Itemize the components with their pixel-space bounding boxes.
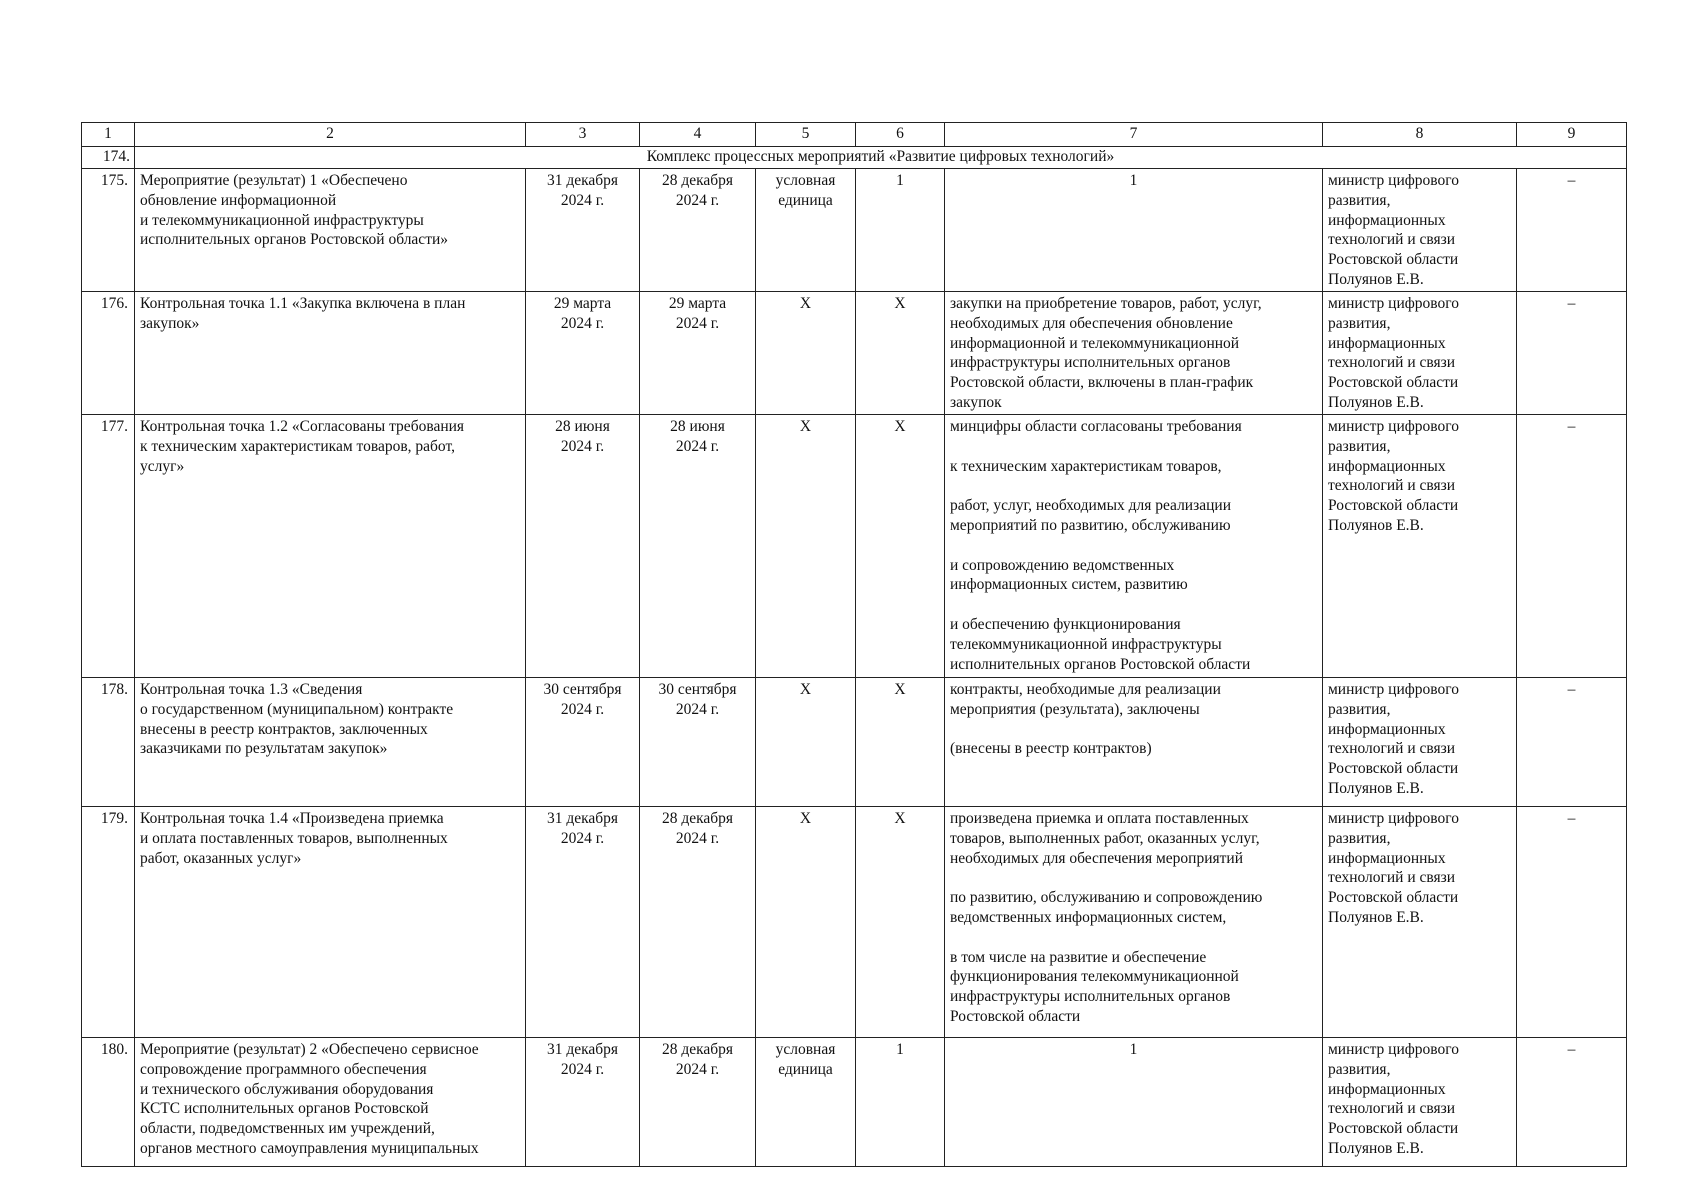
note-cell: –: [1517, 678, 1627, 807]
activity-name: Контрольная точка 1.1 «Закупка включена в план закупок»: [135, 292, 526, 415]
target-value: Х: [856, 678, 945, 807]
result-paragraph: 1: [1129, 1041, 1138, 1058]
table-row: [82, 292, 1627, 415]
column-number-cell: 1: [82, 123, 135, 147]
table-row: [82, 415, 1627, 678]
column-number-cell: 7: [945, 123, 1323, 147]
start-date: 30 сентября 2024 г.: [526, 678, 640, 807]
row-number: 174.: [82, 147, 135, 169]
start-date: 31 декабря 2024 г.: [526, 1038, 640, 1167]
column-number-cell: 4: [640, 123, 756, 147]
table-row: [82, 807, 1627, 1038]
row-number: 179.: [82, 807, 135, 1038]
unit-of-measure: условная единица: [756, 1038, 856, 1167]
result-description: [945, 678, 1323, 807]
result-description: [945, 415, 1323, 678]
end-date: 28 декабря 2024 г.: [640, 1038, 756, 1167]
target-value: 1: [856, 1038, 945, 1167]
end-date: 29 марта 2024 г.: [640, 292, 756, 415]
result-description: [945, 292, 1323, 415]
table-row: [82, 1038, 1627, 1167]
column-number-cell: 3: [526, 123, 640, 147]
result-paragraph: в том числе на развитие и обеспечение функционирования телекоммуникационной инфраструктуры исполнительных органов Ростовской области: [950, 948, 1239, 1025]
responsible-person: министр цифрового развития, информационных технологий и связи Ростовской области Полуянов Е.В.: [1323, 415, 1517, 678]
note-cell: –: [1517, 415, 1627, 678]
responsible-person: министр цифрового развития, информационных технологий и связи Ростовской области Полуянов Е.В.: [1323, 1038, 1517, 1167]
target-value: Х: [856, 807, 945, 1038]
result-paragraph: (внесены в реестр контрактов): [950, 740, 1152, 758]
responsible-person: министр цифрового развития, информационных технологий и связи Ростовской области Полуянов Е.В.: [1323, 678, 1517, 807]
row-number: 180.: [82, 1038, 135, 1167]
start-date: 29 марта 2024 г.: [526, 292, 640, 415]
end-date: 28 декабря 2024 г.: [640, 807, 756, 1038]
result-paragraph: минцифры области согласованы требования: [950, 418, 1242, 435]
column-number-cell: 5: [756, 123, 856, 147]
result-paragraph: контракты, необходимые для реализации мероприятия (результата), заключены: [950, 681, 1221, 718]
unit-of-measure: Х: [756, 807, 856, 1038]
target-value: Х: [856, 292, 945, 415]
unit-of-measure: Х: [756, 415, 856, 678]
result-paragraph: и обеспечению функционирования телекоммуникационной инфраструктуры исполнительных органов Ростовской области: [950, 615, 1251, 673]
start-date: 28 июня 2024 г.: [526, 415, 640, 678]
responsible-person: министр цифрового развития, информационных технологий и связи Ростовской области Полуянов Е.В.: [1323, 169, 1517, 292]
document-page: [81, 122, 1626, 1167]
table-row: [82, 678, 1627, 807]
result-description: [945, 807, 1323, 1038]
activity-name: Контрольная точка 1.3 «Сведения о государственном (муниципальном) контракте внесены в реестр контрактов, заключенных заказчиками по результатам закупок»: [135, 678, 526, 807]
result-paragraph: по развитию, обслуживанию и сопровождению ведомственных информационных систем,: [950, 889, 1263, 926]
activities-table: [81, 122, 1627, 1167]
result-paragraph: и сопровождению ведомственных информационных систем, развитию: [950, 556, 1188, 594]
end-date: 28 декабря 2024 г.: [640, 169, 756, 292]
section-row: [82, 147, 1627, 169]
row-number: 177.: [82, 415, 135, 678]
result-paragraph: закупки на приобретение товаров, работ, услуг, необходимых для обеспечения обновление информационной и телекоммуникационной инфраструктуры исполнительных органов Ростовской области, включены в план-график закупок: [950, 295, 1262, 411]
unit-of-measure: условная единица: [756, 169, 856, 292]
note-cell: –: [1517, 169, 1627, 292]
note-cell: –: [1517, 1038, 1627, 1167]
column-number-header-row: [82, 123, 1627, 147]
unit-of-measure: Х: [756, 678, 856, 807]
column-number-cell: 9: [1517, 123, 1627, 147]
start-date: 31 декабря 2024 г.: [526, 169, 640, 292]
row-number: 178.: [82, 678, 135, 807]
target-value: 1: [856, 169, 945, 292]
row-number: 176.: [82, 292, 135, 415]
result-description: [945, 169, 1323, 292]
column-number-cell: 2: [135, 123, 526, 147]
note-cell: –: [1517, 292, 1627, 415]
start-date: 31 декабря 2024 г.: [526, 807, 640, 1038]
end-date: 28 июня 2024 г.: [640, 415, 756, 678]
section-title: Комплекс процессных мероприятий «Развитие цифровых технологий»: [135, 147, 1627, 169]
column-number-cell: 6: [856, 123, 945, 147]
activity-name: Контрольная точка 1.4 «Произведена приемка и оплата поставленных товаров, выполненных работ, оказанных услуг»: [135, 807, 526, 1038]
result-paragraph: произведена приемка и оплата поставленных товаров, выполненных работ, оказанных услуг, необходимых для обеспечения мероприятий: [950, 810, 1260, 867]
responsible-person: министр цифрового развития, информационных технологий и связи Ростовской области Полуянов Е.В.: [1323, 807, 1517, 1038]
responsible-person: министр цифрового развития, информационных технологий и связи Ростовской области Полуянов Е.В.: [1323, 292, 1517, 415]
result-paragraph: 1: [1129, 172, 1138, 189]
activity-name: Контрольная точка 1.2 «Согласованы требования к техническим характеристикам товаров, работ, услуг»: [135, 415, 526, 678]
table-row: [82, 169, 1627, 292]
unit-of-measure: Х: [756, 292, 856, 415]
column-number-cell: 8: [1323, 123, 1517, 147]
result-paragraph: к техническим характеристикам товаров,: [950, 457, 1222, 475]
end-date: 30 сентября 2024 г.: [640, 678, 756, 807]
result-paragraph: работ, услуг, необходимых для реализации мероприятий по развитию, обслуживанию: [950, 497, 1231, 534]
activity-name: Мероприятие (результат) 1 «Обеспечено обновление информационной и телекоммуникационной инфраструктуры исполнительных органов Ростовской области»: [135, 169, 526, 292]
target-value: Х: [856, 415, 945, 678]
row-number: 175.: [82, 169, 135, 292]
activity-name: Мероприятие (результат) 2 «Обеспечено сервисное сопровождение программного обеспечения и технического обслуживания оборудования КСТС исполнительных органов Ростовской области, подведомственных им учреждений, органов местного самоуправления муниципальных: [135, 1038, 526, 1167]
result-description: [945, 1038, 1323, 1167]
note-cell: –: [1517, 807, 1627, 1038]
